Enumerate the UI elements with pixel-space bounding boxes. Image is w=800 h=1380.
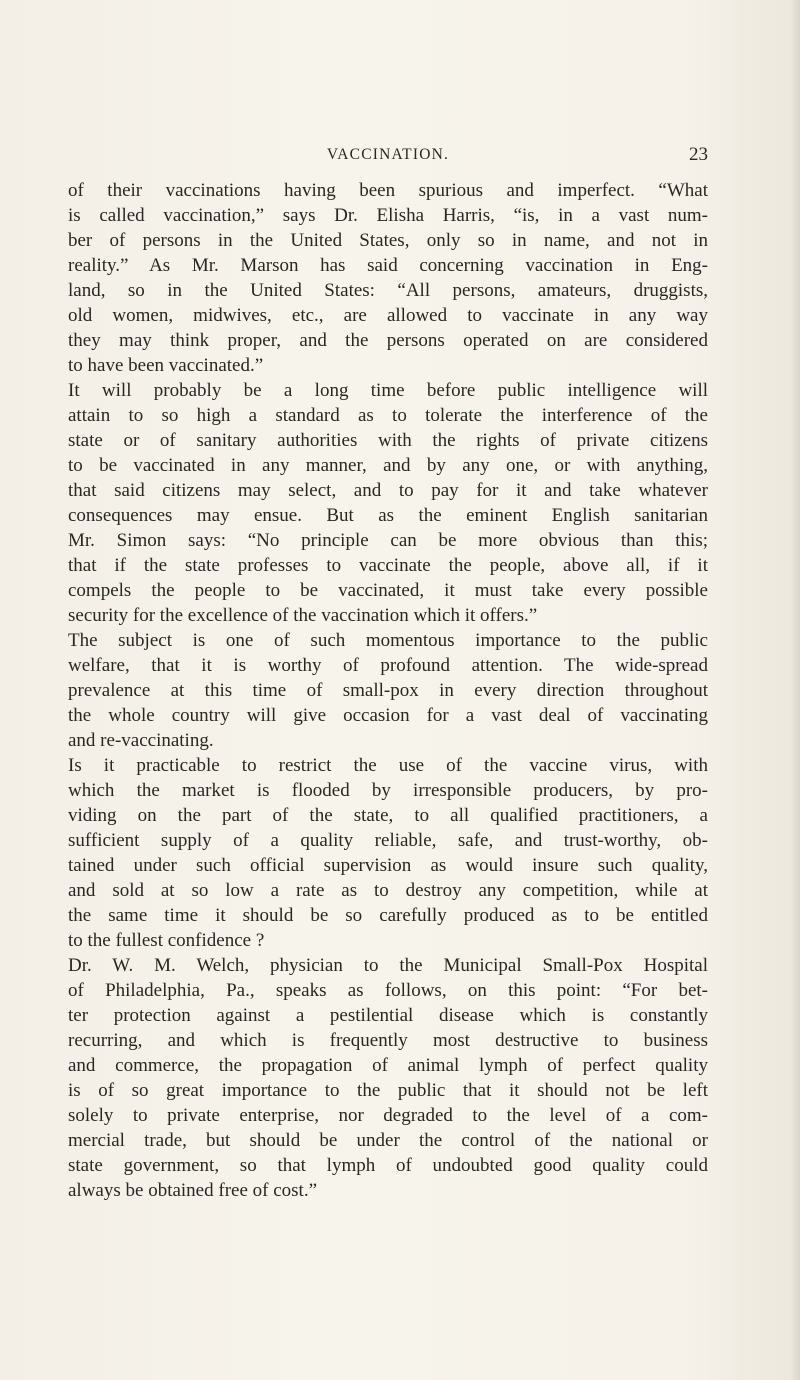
text-line: that said citizens may select, and to pay for it and take whatever <box>68 480 708 501</box>
running-head <box>68 146 708 170</box>
text-line: to be vaccinated in any manner, and by any one, or with anything, <box>68 455 708 476</box>
text-line: The subject is one of such momentous importance to the public <box>68 630 708 651</box>
text-line: which the market is flooded by irresponsible producers, by pro- <box>68 780 708 801</box>
text-line: always be obtained free of cost.” <box>68 1180 318 1201</box>
text-line: of their vaccinations having been spurious and imperfect. “What <box>68 180 708 201</box>
text-line: tained under such official supervision as would insure such quality, <box>68 855 708 876</box>
text-line: sufficient supply of a quality reliable, safe, and trust-worthy, ob- <box>68 830 708 851</box>
text-line: is called vaccination,” says Dr. Elisha Harris, “is, in a vast num- <box>68 205 708 226</box>
paragraph <box>68 378 708 628</box>
text-line: welfare, that it is worthy of profound attention. The wide-spread <box>68 655 708 676</box>
text-line: Dr. W. M. Welch, physician to the Municipal Small-Pox Hospital <box>68 955 708 976</box>
running-title: VACCINATION. <box>326 146 450 163</box>
text-line: It will probably be a long time before public intelligence will <box>68 380 708 401</box>
text-line: attain to so high a standard as to tolerate the interference of the <box>68 405 708 426</box>
text-line: security for the excellence of the vaccination which it offers.” <box>68 605 538 626</box>
text-line: and sold at so low a rate as to destroy any competition, while at <box>68 880 708 901</box>
paragraph <box>68 178 708 378</box>
text-line: Is it practicable to restrict the use of the vaccine virus, with <box>68 755 708 776</box>
text-line: land, so in the United States: “All persons, amateurs, druggists, <box>68 280 708 301</box>
text-line: is of so great importance to the public that it should not be left <box>68 1080 708 1101</box>
text-line: of Philadelphia, Pa., speaks as follows, on this point: “For bet- <box>68 980 708 1001</box>
page-edge-shadow <box>790 0 800 1380</box>
text-line: the same time it should be so carefully produced as to be entitled <box>68 905 708 926</box>
text-line: consequences may ensue. But as the eminent English sanitarian <box>68 505 708 526</box>
page-number: 23 <box>689 144 708 165</box>
text-line: ter protection against a pestilential disease which is constantly <box>68 1005 708 1026</box>
text-line: state government, so that lymph of undoubted good quality could <box>68 1155 708 1176</box>
text-line: Mr. Simon says: “No principle can be more obvious than this; <box>68 530 708 551</box>
text-line: that if the state professes to vaccinate the people, above all, if it <box>68 555 708 576</box>
paragraph <box>68 753 708 953</box>
text-line: reality.” As Mr. Marson has said concerning vaccination in Eng- <box>68 255 708 276</box>
text-line: state or of sanitary authorities with the rights of private citizens <box>68 430 708 451</box>
body-text <box>68 178 708 1203</box>
text-line: to the fullest confidence ? <box>68 930 265 951</box>
text-line: prevalence at this time of small-pox in every direction throughout <box>68 680 708 701</box>
text-line: viding on the part of the state, to all qualified practitioners, a <box>68 805 708 826</box>
text-line: they may think proper, and the persons operated on are considered <box>68 330 708 351</box>
text-line: old women, midwives, etc., are allowed to vaccinate in any way <box>68 305 708 326</box>
text-line: the whole country will give occasion for a vast deal of vaccinating <box>68 705 708 726</box>
text-line: solely to private enterprise, nor degraded to the level of a com- <box>68 1105 708 1126</box>
text-line: and commerce, the propagation of animal lymph of perfect quality <box>68 1055 708 1076</box>
text-line: to have been vaccinated.” <box>68 355 264 376</box>
paragraph <box>68 628 708 753</box>
text-line: mercial trade, but should be under the control of the national or <box>68 1130 708 1151</box>
text-line: recurring, and which is frequently most destructive to business <box>68 1030 708 1051</box>
text-line: and re-vaccinating. <box>68 730 214 751</box>
paragraph <box>68 953 708 1203</box>
text-line: ber of persons in the United States, only so in name, and not in <box>68 230 708 251</box>
text-line: compels the people to be vaccinated, it must take every possible <box>68 580 708 601</box>
